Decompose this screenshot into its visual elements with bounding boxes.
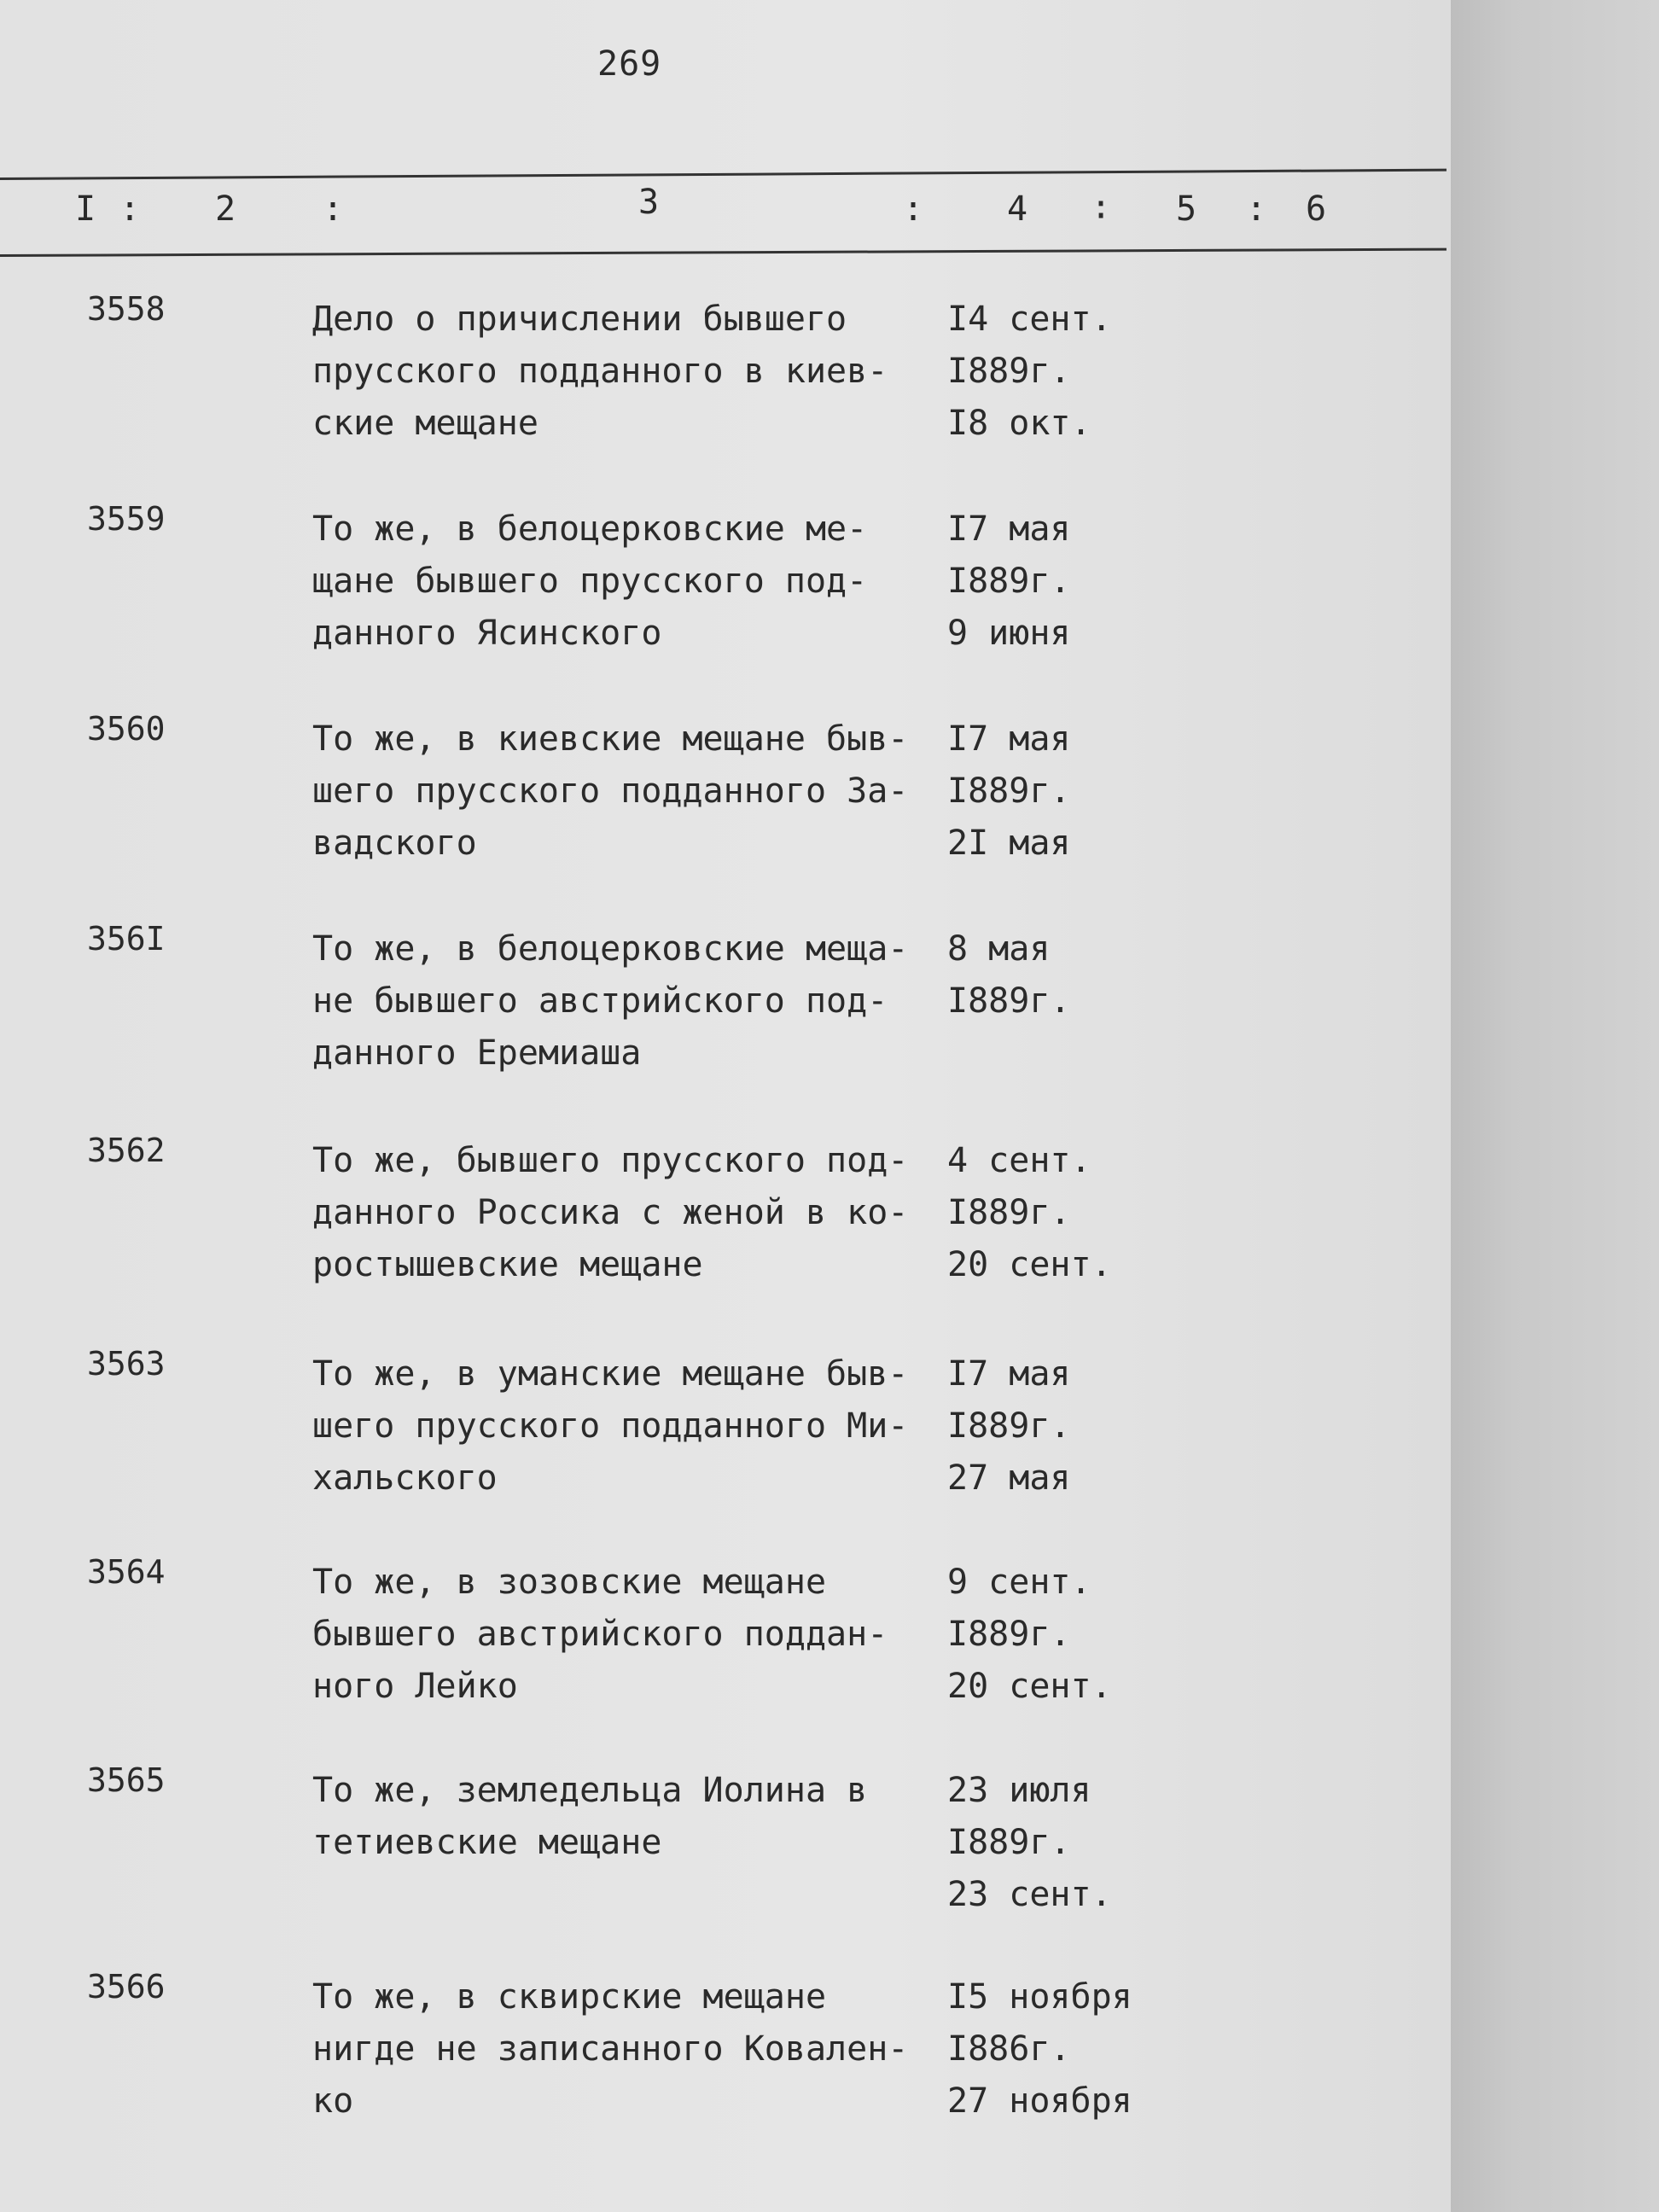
column-separator: : — [323, 189, 344, 229]
description-line: Дело о причислении бывшего — [312, 300, 847, 339]
date-line: I5 ноября — [947, 1977, 1132, 2017]
column-separator: : — [1246, 189, 1267, 229]
column-header-1: I — [75, 189, 96, 229]
column-separator: : — [903, 189, 924, 229]
description-line: не бывшего австрийского под- — [312, 981, 888, 1021]
entry-dates — [947, 504, 1203, 660]
date-line: I889г. — [947, 562, 1071, 601]
description-line: То же, в зозовские мещане — [312, 1563, 827, 1602]
description-line: ного Лейко — [312, 1667, 518, 1706]
description-line: ские мещане — [312, 404, 538, 443]
description-line: ростышевские мещане — [312, 1245, 703, 1284]
entry-description — [312, 1765, 944, 1869]
description-line: тетиевские мещане — [312, 1823, 662, 1862]
description-line: То же, в белоцерковские ме- — [312, 509, 868, 549]
entry-number: 356I — [87, 920, 166, 958]
inventory-entry — [0, 1345, 1451, 1516]
entry-number: 3560 — [87, 710, 166, 748]
entry-dates — [947, 1135, 1203, 1291]
entry-description — [312, 1135, 944, 1291]
page-edge-shadow — [1451, 0, 1659, 2212]
inventory-entry — [0, 1132, 1451, 1302]
entry-description — [312, 294, 944, 450]
date-line: I886г. — [947, 2029, 1071, 2069]
entry-dates — [947, 923, 1203, 1027]
description-line: нигде не записанного Ковален- — [312, 2029, 909, 2069]
date-line: 20 сент. — [947, 1667, 1112, 1706]
date-line: I889г. — [947, 1193, 1071, 1232]
inventory-entry — [0, 1761, 1451, 1932]
entry-dates — [947, 1348, 1203, 1505]
description-line: бывшего австрийского поддан- — [312, 1615, 888, 1654]
description-line: То же, в сквирские мещане — [312, 1977, 827, 2017]
column-header-6: 6 — [1306, 189, 1327, 229]
date-line: 23 июля — [947, 1771, 1091, 1810]
entry-number: 3562 — [87, 1132, 166, 1169]
description-line: прусского подданного в киев- — [312, 352, 888, 391]
entry-description — [312, 504, 944, 660]
date-line: I4 сент. — [947, 300, 1112, 339]
date-line: I889г. — [947, 771, 1071, 811]
entry-dates — [947, 713, 1203, 870]
entry-description — [312, 1348, 944, 1505]
description-line: вадского — [312, 824, 477, 863]
description-line: данного Ясинского — [312, 614, 662, 653]
inventory-entry — [0, 1968, 1451, 2139]
entry-number: 3566 — [87, 1968, 166, 2005]
entry-number: 3559 — [87, 500, 166, 538]
entry-number: 3564 — [87, 1553, 166, 1591]
column-header-2: 2 — [215, 189, 236, 229]
date-line: I889г. — [947, 352, 1071, 391]
date-line: I889г. — [947, 1823, 1071, 1862]
description-line: ко — [312, 2081, 354, 2121]
date-line: I889г. — [947, 1406, 1071, 1446]
date-line: 2I мая — [947, 824, 1071, 863]
entry-description — [312, 1557, 944, 1713]
page-number: 269 — [597, 44, 662, 84]
entry-number: 3558 — [87, 290, 166, 328]
entry-dates — [947, 1971, 1203, 2128]
inventory-entry — [0, 500, 1451, 671]
column-separator: ∶ — [1091, 189, 1112, 229]
entry-dates — [947, 1557, 1203, 1713]
description-line: данного Россика с женой в ко- — [312, 1193, 909, 1232]
date-line: I7 мая — [947, 1354, 1071, 1394]
description-line: хальского — [312, 1458, 498, 1498]
inventory-entry — [0, 290, 1451, 461]
date-line: 4 сент. — [947, 1141, 1091, 1180]
date-line: 9 июня — [947, 614, 1071, 653]
date-line: 20 сент. — [947, 1245, 1112, 1284]
inventory-entry — [0, 920, 1451, 1091]
description-line: То же, в белоцерковские меща- — [312, 929, 909, 969]
description-line: То же, земледельца Иолина в — [312, 1771, 868, 1810]
description-line: шего прусского подданного За- — [312, 771, 909, 811]
date-line: 27 ноября — [947, 2081, 1132, 2121]
entry-description — [312, 713, 944, 870]
description-line: щане бывшего прусского под- — [312, 562, 868, 601]
date-line: I7 мая — [947, 509, 1071, 549]
column-header-5: 5 — [1176, 189, 1197, 229]
description-line: шего прусского подданного Ми- — [312, 1406, 909, 1446]
date-line: I889г. — [947, 981, 1071, 1021]
date-line: I889г. — [947, 1615, 1071, 1654]
column-separator: : — [119, 189, 141, 229]
entry-number: 3563 — [87, 1345, 166, 1382]
date-line: I7 мая — [947, 719, 1071, 759]
column-header-3: 3 — [638, 183, 660, 222]
entry-description — [312, 923, 944, 1080]
date-line: 9 сент. — [947, 1563, 1091, 1602]
entry-dates — [947, 1765, 1203, 1921]
description-line: То же, в уманские мещане быв- — [312, 1354, 909, 1394]
date-line: 27 мая — [947, 1458, 1071, 1498]
description-line: данного Еремиаша — [312, 1033, 642, 1073]
date-line: I8 окт. — [947, 404, 1091, 443]
description-line: То же, бывшего прусского под- — [312, 1141, 909, 1180]
inventory-entry — [0, 710, 1451, 881]
column-header-4: 4 — [1007, 189, 1028, 229]
inventory-entry — [0, 1553, 1451, 1724]
entry-dates — [947, 294, 1203, 450]
description-line: То же, в киевские мещане быв- — [312, 719, 909, 759]
date-line: 8 мая — [947, 929, 1051, 969]
entry-number: 3565 — [87, 1761, 166, 1799]
entry-description — [312, 1971, 944, 2128]
date-line: 23 сент. — [947, 1875, 1112, 1914]
